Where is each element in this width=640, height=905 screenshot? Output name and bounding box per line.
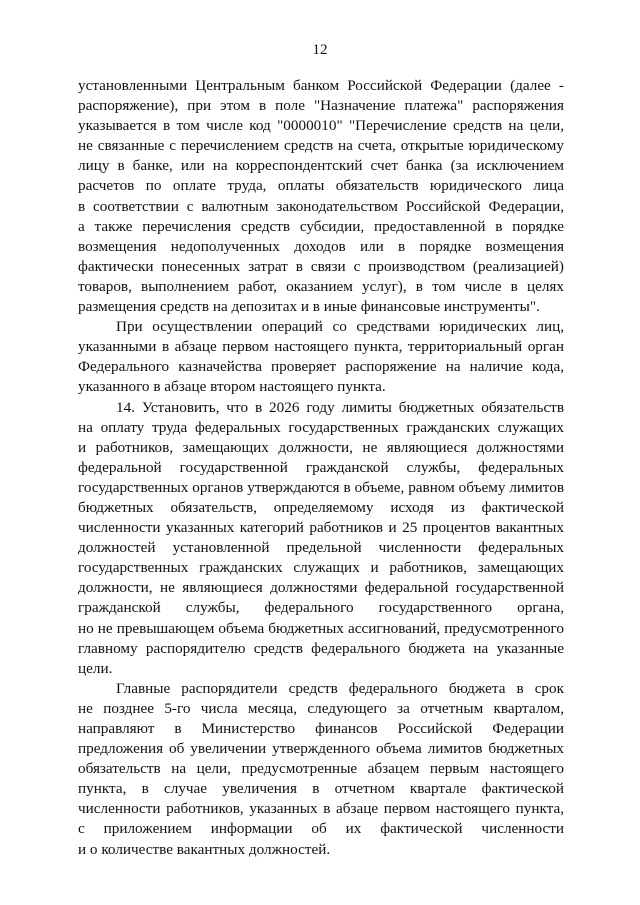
- text-line: установленными Центральным банком Российской Федерации (далее -: [78, 77, 564, 94]
- text-line: Главные распорядители средств федерального бюджета в срок: [116, 679, 564, 697]
- text-line: численности указанных категорий работников и 25 процентов вакантных: [78, 519, 564, 537]
- text-line: пункта, в случае увеличения в отчетном квартале фактической: [78, 780, 564, 798]
- text-line: с приложением информации об их фактической численности: [78, 820, 564, 838]
- text-line: цели.: [78, 659, 113, 677]
- text-line: расчетов по оплате труда, оплаты обязательств юридического лица: [78, 177, 564, 195]
- text-line: но не превышающем объема бюджетных ассигнований, предусмотренного: [78, 619, 564, 637]
- text-line: должности, не являющиеся должностями федеральной государственной: [78, 579, 564, 597]
- text-line: главному распорядителю средств федерального бюджета на указанные: [78, 639, 564, 657]
- paragraph-continuation: [78, 76, 564, 317]
- text-line: и работников, замещающих должности, не являющиеся должностями: [78, 438, 564, 456]
- text-line: лицу в банке, или на корреспондентский счет банка (за исключением: [78, 157, 564, 175]
- text-line: 14. Установить, что в 2026 году лимиты бюджетных обязательств: [116, 398, 564, 416]
- text-line: распоряжение), при этом в поле "Назначение платежа" распоряжения: [78, 97, 564, 115]
- text-line: возмещения недополученных доходов или в порядке возмещения: [78, 237, 564, 255]
- text-line: направляют в Министерство финансов Российской Федерации: [78, 720, 564, 737]
- text-line: Федерального казначейства проверяет распоряжение на наличие кода,: [78, 358, 564, 376]
- text-line: При осуществлении операций со средствами юридических лиц,: [116, 318, 564, 336]
- text-line: государственных органов утверждаются в объеме, равном объему лимитов: [78, 478, 564, 496]
- text-line: и о количестве вакантных должностей.: [78, 840, 331, 858]
- text-line: численности работников, указанных в абзаце первом настоящего пункта,: [78, 800, 564, 818]
- text-line: товаров, выполнением работ, оказанием услуг), в том числе в целях: [78, 277, 564, 295]
- document-body: [78, 76, 564, 860]
- paragraph-clause-14: [78, 398, 564, 679]
- text-line: обязательств на цели, предусмотренные абзацем первым настоящего: [78, 760, 564, 778]
- text-line: размещения средств на депозитах и в иные финансовые инструменты".: [78, 298, 540, 316]
- text-line: федеральной государственной гражданской службы, федеральных: [78, 458, 564, 476]
- text-line: не позднее 5-го числа месяца, следующего за отчетным кварталом,: [78, 699, 564, 717]
- text-line: бюджетных обязательств, определяемому исходя из фактической: [78, 498, 564, 516]
- text-line: фактически понесенных затрат в связи с производством (реализацией): [78, 257, 564, 275]
- text-line: указывается в том числе код "0000010" "Перечисление средств на цели,: [78, 117, 564, 135]
- paragraph-chief-administrators: [78, 679, 564, 860]
- text-line: указанными в абзаце первом настоящего пункта, территориальный орган: [78, 338, 564, 356]
- paragraph-operations-check: [78, 317, 564, 397]
- text-line: не связанные с перечислением средств на счета, открытые юридическому: [78, 137, 564, 155]
- text-line: указанного в абзаце втором настоящего пункта.: [78, 378, 386, 396]
- page-number: 12: [312, 42, 328, 58]
- text-line: государственных гражданских служащих и работников, замещающих: [78, 559, 564, 577]
- text-line: предложения об увеличении утвержденного объема лимитов бюджетных: [78, 740, 564, 758]
- text-line: на оплату труда федеральных государственных гражданских служащих: [78, 418, 564, 436]
- text-line: должностей установленной предельной численности федеральных: [78, 539, 564, 557]
- text-line: в соответствии с валютным законодательством Российской Федерации,: [78, 197, 564, 215]
- text-line: а также перечисления средств субсидии, предоставленной в порядке: [78, 217, 564, 235]
- text-line: гражданской службы, федерального государственного органа,: [78, 599, 564, 617]
